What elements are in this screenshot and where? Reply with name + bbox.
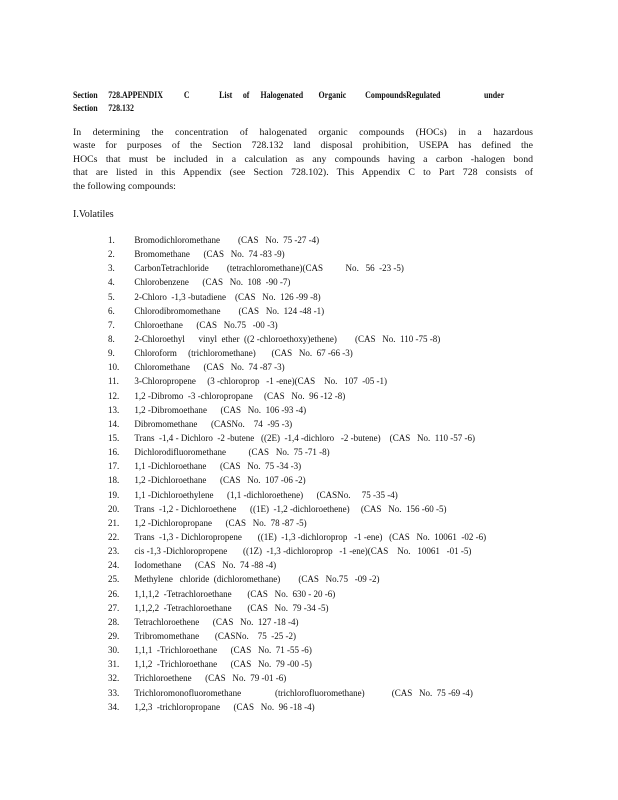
- item-text: Chlorodibromomethane (CAS No. 124 -48 -1): [134, 305, 325, 317]
- item-number: 33.: [108, 687, 120, 699]
- item-text: 1,2 -Dichloroethane (CAS No. 107 -06 -2): [134, 475, 306, 487]
- list-item: [108, 644, 486, 658]
- list-item: [108, 460, 486, 474]
- heading-word: 728.132: [108, 103, 134, 113]
- list-item: [108, 672, 486, 686]
- item-text: 1,2 -Dibromoethane (CAS No. 106 -93 -4): [134, 404, 307, 416]
- intro-line: In determining the concentration of halogenated organic compounds (HOCs) in a hazardous: [73, 127, 533, 138]
- item-text: CarbonTetrachloride (tetrachloromethane)(CAS No. 56 -23 -5): [134, 263, 404, 275]
- item-number: 2.: [108, 249, 115, 261]
- item-number: 23.: [108, 546, 120, 558]
- list-item: [108, 319, 486, 333]
- item-number: 14.: [108, 418, 120, 430]
- list-item: [108, 503, 486, 517]
- appendix-heading: [73, 89, 505, 115]
- list-item: [108, 248, 486, 262]
- heading-word: 728.APPENDIX: [108, 90, 163, 100]
- list-item: [108, 361, 486, 375]
- list-item: [108, 573, 486, 587]
- list-item: [108, 234, 486, 248]
- list-item: [108, 474, 486, 488]
- intro-line: HOCs that must be included in a calculation as any compounds having a carbon -halogen bond: [73, 153, 533, 165]
- item-number: 18.: [108, 475, 120, 487]
- heading-word: Organic: [318, 90, 347, 100]
- list-item: [108, 262, 486, 276]
- item-number: 24.: [108, 560, 120, 572]
- list-item: [108, 658, 486, 672]
- list-item: [108, 588, 486, 602]
- item-number: 1.: [108, 235, 115, 246]
- item-number: 21.: [108, 517, 120, 529]
- list-item: [108, 390, 486, 404]
- item-number: 29.: [108, 630, 120, 642]
- item-text: Trans -1,2 - Dichloroethene ((1E) -1,2 -dichloroethene) (CAS No. 156 -60 -5): [134, 503, 447, 515]
- list-item: [108, 276, 486, 290]
- list-item: [108, 531, 486, 545]
- item-text: Bromomethane (CAS No. 74 -83 -9): [134, 249, 285, 261]
- item-text: Dichlorodifluoromethane (CAS No. 75 -71 -8): [134, 447, 330, 459]
- item-number: 9.: [108, 348, 115, 360]
- item-number: 7.: [108, 319, 115, 331]
- item-text: Tribromomethane (CASNo. 75 -25 -2): [134, 630, 297, 642]
- item-number: 26.: [108, 588, 120, 600]
- item-text: Chloroethane (CAS No.75 -00 -3): [134, 319, 278, 331]
- item-text: Tetrachloroethene (CAS No. 127 -18 -4): [134, 616, 299, 628]
- item-number: 15.: [108, 432, 120, 444]
- item-number: 17.: [108, 461, 120, 473]
- list-item: [108, 404, 486, 418]
- section-title-volatiles: I.Volatiles: [73, 209, 114, 220]
- item-text: 1,2 -Dibromo -3 -chloropropane (CAS No. 96 -12 -8): [134, 390, 346, 402]
- heading-word: Section: [73, 90, 98, 100]
- item-number: 27.: [108, 602, 120, 614]
- list-item: [108, 432, 486, 446]
- item-text: 1,1,2,2 -Tetrachloroethane (CAS No. 79 -34 -5): [134, 602, 329, 614]
- item-number: 3.: [108, 263, 115, 275]
- intro-line: waste for purposes of the Section 728.132 land disposal prohibition, USEPA has defined the: [73, 140, 533, 152]
- item-number: 30.: [108, 645, 120, 657]
- item-text: Methylene chloride (dichloromethane) (CAS No.75 -09 -2): [134, 574, 380, 586]
- list-item: [108, 305, 486, 319]
- list-item: [108, 545, 486, 559]
- item-number: 20.: [108, 503, 120, 515]
- list-item: [108, 616, 486, 630]
- list-item: [108, 418, 486, 432]
- item-number: 8.: [108, 333, 115, 345]
- item-number: 32.: [108, 673, 120, 685]
- item-text: 1,1,2 -Trichloroethane (CAS No. 79 -00 -5): [134, 659, 312, 671]
- item-number: 10.: [108, 362, 120, 374]
- item-text: 2-Chloroethyl vinyl ether ((2 -chloroethoxy)ethene) (CAS No. 110 -75 -8): [134, 333, 441, 345]
- list-item: [108, 347, 486, 361]
- item-number: 4.: [108, 277, 115, 289]
- list-item: [108, 291, 486, 305]
- heading-word: Halogenated: [260, 90, 304, 100]
- heading-word: List: [219, 90, 233, 100]
- item-number: 31.: [108, 659, 120, 671]
- heading-word: Section: [73, 103, 98, 113]
- heading-word: under: [483, 90, 505, 100]
- list-item: [108, 602, 486, 616]
- list-item: [108, 375, 486, 389]
- heading-line-2: [73, 102, 487, 115]
- compound-list: [108, 234, 510, 715]
- heading-word: CompoundsRegulated: [365, 90, 441, 100]
- list-item: [108, 333, 486, 347]
- list-item: [108, 630, 486, 644]
- item-number: 34.: [108, 701, 120, 713]
- item-number: 5.: [108, 291, 115, 303]
- item-text: Trans -1,4 - Dichloro -2 -butene ((2E) -1,4 -dichloro -2 -butene) (CAS No. 110 -57 -6): [134, 432, 476, 444]
- item-number: 25.: [108, 574, 120, 586]
- item-text: Iodomethane (CAS No. 74 -88 -4): [134, 560, 277, 572]
- item-number: 13.: [108, 404, 120, 416]
- item-text: Trichloroethene (CAS No. 79 -01 -6): [134, 673, 287, 685]
- heading-word: of: [242, 90, 250, 100]
- item-text: Trans -1,3 - Dichloropropene ((1E) -1,3 -dichloroprop -1 -ene) (CAS No. 10061 -02 -6): [134, 531, 487, 543]
- item-number: 11.: [108, 376, 119, 388]
- intro-paragraph: [73, 126, 533, 193]
- list-item: [108, 687, 486, 701]
- item-number: 22.: [108, 531, 120, 543]
- intro-line: the following compounds:: [73, 180, 176, 192]
- item-text: 3-Chloropropene (3 -chloroprop -1 -ene)(CAS No. 107 -05 -1): [134, 376, 388, 388]
- item-number: 16.: [108, 447, 120, 459]
- heading-line-1: [73, 89, 505, 102]
- item-text: Trichloromonofluoromethane (trichlorofluoromethane) (CAS No. 75 -69 -4): [134, 687, 473, 699]
- item-text: cis -1,3 -Dichloropropene ((1Z) -1,3 -dichloroprop -1 -ene)(CAS No. 10061 -01 -5): [134, 546, 472, 558]
- item-text: 1,1,1,2 -Tetrachloroethane (CAS No. 630 - 20 -6): [134, 588, 336, 600]
- item-number: 6.: [108, 305, 115, 317]
- item-text: Dibromomethane (CASNo. 74 -95 -3): [134, 418, 293, 430]
- list-item: [108, 517, 486, 531]
- item-text: Chloromethane (CAS No. 74 -87 -3): [134, 362, 285, 374]
- list-item: [108, 701, 486, 715]
- item-text: 1,2 -Dichloropropane (CAS No. 78 -87 -5): [134, 517, 307, 529]
- item-text: 2-Chloro -1,3 -butadiene (CAS No. 126 -99 -8): [134, 291, 321, 303]
- item-text: 1,1 -Dichloroethane (CAS No. 75 -34 -3): [134, 461, 302, 473]
- heading-word: C: [183, 90, 190, 100]
- item-text: Chloroform (trichloromethane) (CAS No. 67 -66 -3): [134, 348, 353, 360]
- list-item: [108, 559, 486, 573]
- item-number: 19.: [108, 489, 120, 501]
- intro-line: that are listed in this Appendix (see Section 728.102). This Appendix C to Part 728 consists of: [73, 167, 533, 179]
- list-item: [108, 446, 486, 460]
- item-text: 1,2,3 -trichloropropane (CAS No. 96 -18 -4): [134, 701, 315, 713]
- item-number: 12.: [108, 390, 120, 402]
- list-item: [108, 489, 486, 503]
- item-text: 1,1,1 -Trichloroethane (CAS No. 71 -55 -6): [134, 645, 312, 657]
- item-text: Bromodichloromethane (CAS No. 75 -27 -4): [134, 235, 320, 246]
- item-text: 1,1 -Dichloroethylene (1,1 -dichloroethene) (CASNo. 75 -35 -4): [134, 489, 398, 501]
- item-text: Chlorobenzene (CAS No. 108 -90 -7): [134, 277, 291, 289]
- item-number: 28.: [108, 616, 120, 628]
